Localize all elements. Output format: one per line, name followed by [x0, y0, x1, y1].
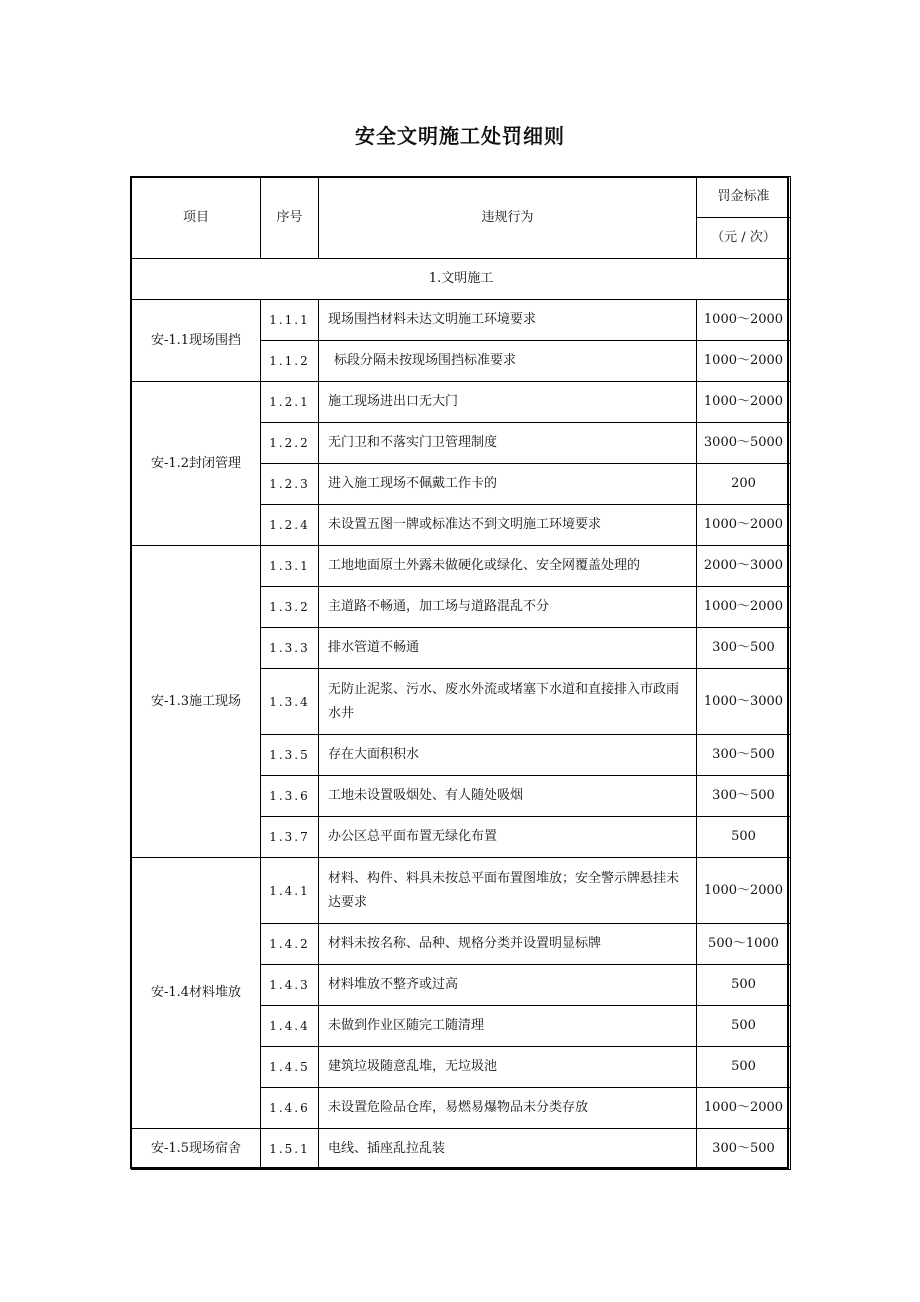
row-number: 1.4.4: [261, 1006, 319, 1047]
row-fine: 1000～2000: [697, 382, 791, 423]
row-violation: 工地地面原土外露未做硬化或绿化、安全网覆盖处理的: [319, 546, 697, 587]
table-row: [132, 546, 791, 587]
table-row: [132, 1129, 791, 1170]
row-number: 1.4.1: [261, 858, 319, 924]
row-number: 1.4.6: [261, 1088, 319, 1129]
row-number: 1.3.5: [261, 735, 319, 776]
row-fine: 1000～2000: [697, 1088, 791, 1129]
row-violation: 进入施工现场不佩戴工作卡的: [319, 464, 697, 505]
row-violation: 现场围挡材料未达文明施工环境要求: [319, 300, 697, 341]
section-title: 1.文明施工: [132, 259, 791, 300]
row-violation: 办公区总平面布置无绿化布置: [319, 817, 697, 858]
header-act: 违规行为: [319, 177, 697, 259]
row-violation: 材料、构件、料具未按总平面布置图堆放；安全警示牌悬挂未达要求: [319, 858, 697, 924]
row-number: 1.1.2: [261, 341, 319, 382]
row-number: 1.3.1: [261, 546, 319, 587]
row-violation: 无防止泥浆、污水、废水外流或堵塞下水道和直接排入市政雨水井: [319, 669, 697, 735]
row-fine: 1000～3000: [697, 669, 791, 735]
row-fine: 500: [697, 817, 791, 858]
row-fine: 500: [697, 1006, 791, 1047]
row-fine: 1000～2000: [697, 587, 791, 628]
document-title: 安全文明施工处罚细则: [355, 124, 565, 148]
row-fine: 500: [697, 1047, 791, 1088]
row-violation: 未做到作业区随完工随清理: [319, 1006, 697, 1047]
row-violation: 排水管道不畅通: [319, 628, 697, 669]
row-number: 1.1.1: [261, 300, 319, 341]
row-fine: 1000～2000: [697, 858, 791, 924]
group-name: 安-1.4材料堆放: [132, 858, 261, 1129]
row-number: 1.3.7: [261, 817, 319, 858]
group-name: 安-1.5现场宿舍: [132, 1129, 261, 1170]
row-fine: 300～500: [697, 628, 791, 669]
row-fine: 3000～5000: [697, 423, 791, 464]
row-violation: 未设置五图一牌或标准达不到文明施工环境要求: [319, 505, 697, 546]
row-violation: 电线、插座乱拉乱装: [319, 1129, 697, 1170]
table-row: [132, 858, 791, 924]
row-fine: 1000～2000: [697, 341, 791, 382]
header-item: 项目: [132, 177, 261, 259]
row-violation: 工地未设置吸烟处、有人随处吸烟: [319, 776, 697, 817]
row-number: 1.4.5: [261, 1047, 319, 1088]
header-no: 序号: [261, 177, 319, 259]
row-number: 1.2.3: [261, 464, 319, 505]
row-fine: 300～500: [697, 1129, 791, 1170]
table-row: [132, 300, 791, 341]
header-row: [132, 177, 791, 218]
row-fine: 300～500: [697, 735, 791, 776]
header-fine-unit: （元 / 次）: [697, 218, 791, 259]
group-name: 安-1.2封闭管理: [132, 382, 261, 546]
row-violation: 未设置危险品仓库，易燃易爆物品未分类存放: [319, 1088, 697, 1129]
group-name: 安-1.3施工现场: [132, 546, 261, 858]
row-number: 1.3.4: [261, 669, 319, 735]
table-row: [132, 382, 791, 423]
row-number: 1.5.1: [261, 1129, 319, 1170]
row-number: 1.3.6: [261, 776, 319, 817]
row-violation: 建筑垃圾随意乱堆，无垃圾池: [319, 1047, 697, 1088]
row-fine: 300～500: [697, 776, 791, 817]
row-violation: 材料未按名称、品种、规格分类并设置明显标牌: [319, 924, 697, 965]
row-number: 1.2.1: [261, 382, 319, 423]
row-number: 1.2.4: [261, 505, 319, 546]
row-number: 1.2.2: [261, 423, 319, 464]
penalty-table: [131, 176, 791, 1170]
row-fine: 1000～2000: [697, 505, 791, 546]
section-row: [132, 259, 791, 300]
group-name: 安-1.1现场围挡: [132, 300, 261, 382]
row-violation: 存在大面积积水: [319, 735, 697, 776]
row-number: 1.4.3: [261, 965, 319, 1006]
row-number: 1.3.2: [261, 587, 319, 628]
row-fine: 500: [697, 965, 791, 1006]
header-fine: 罚金标准: [697, 177, 791, 218]
row-fine: 200: [697, 464, 791, 505]
row-number: 1.4.2: [261, 924, 319, 965]
row-violation: 标段分隔未按现场围挡标准要求: [319, 341, 697, 382]
row-violation: 施工现场进出口无大门: [319, 382, 697, 423]
row-violation: 主道路不畅通，加工场与道路混乱不分: [319, 587, 697, 628]
row-fine: 500～1000: [697, 924, 791, 965]
row-fine: 1000～2000: [697, 300, 791, 341]
row-number: 1.3.3: [261, 628, 319, 669]
row-violation: 无门卫和不落实门卫管理制度: [319, 423, 697, 464]
row-fine: 2000～3000: [697, 546, 791, 587]
row-violation: 材料堆放不整齐或过高: [319, 965, 697, 1006]
